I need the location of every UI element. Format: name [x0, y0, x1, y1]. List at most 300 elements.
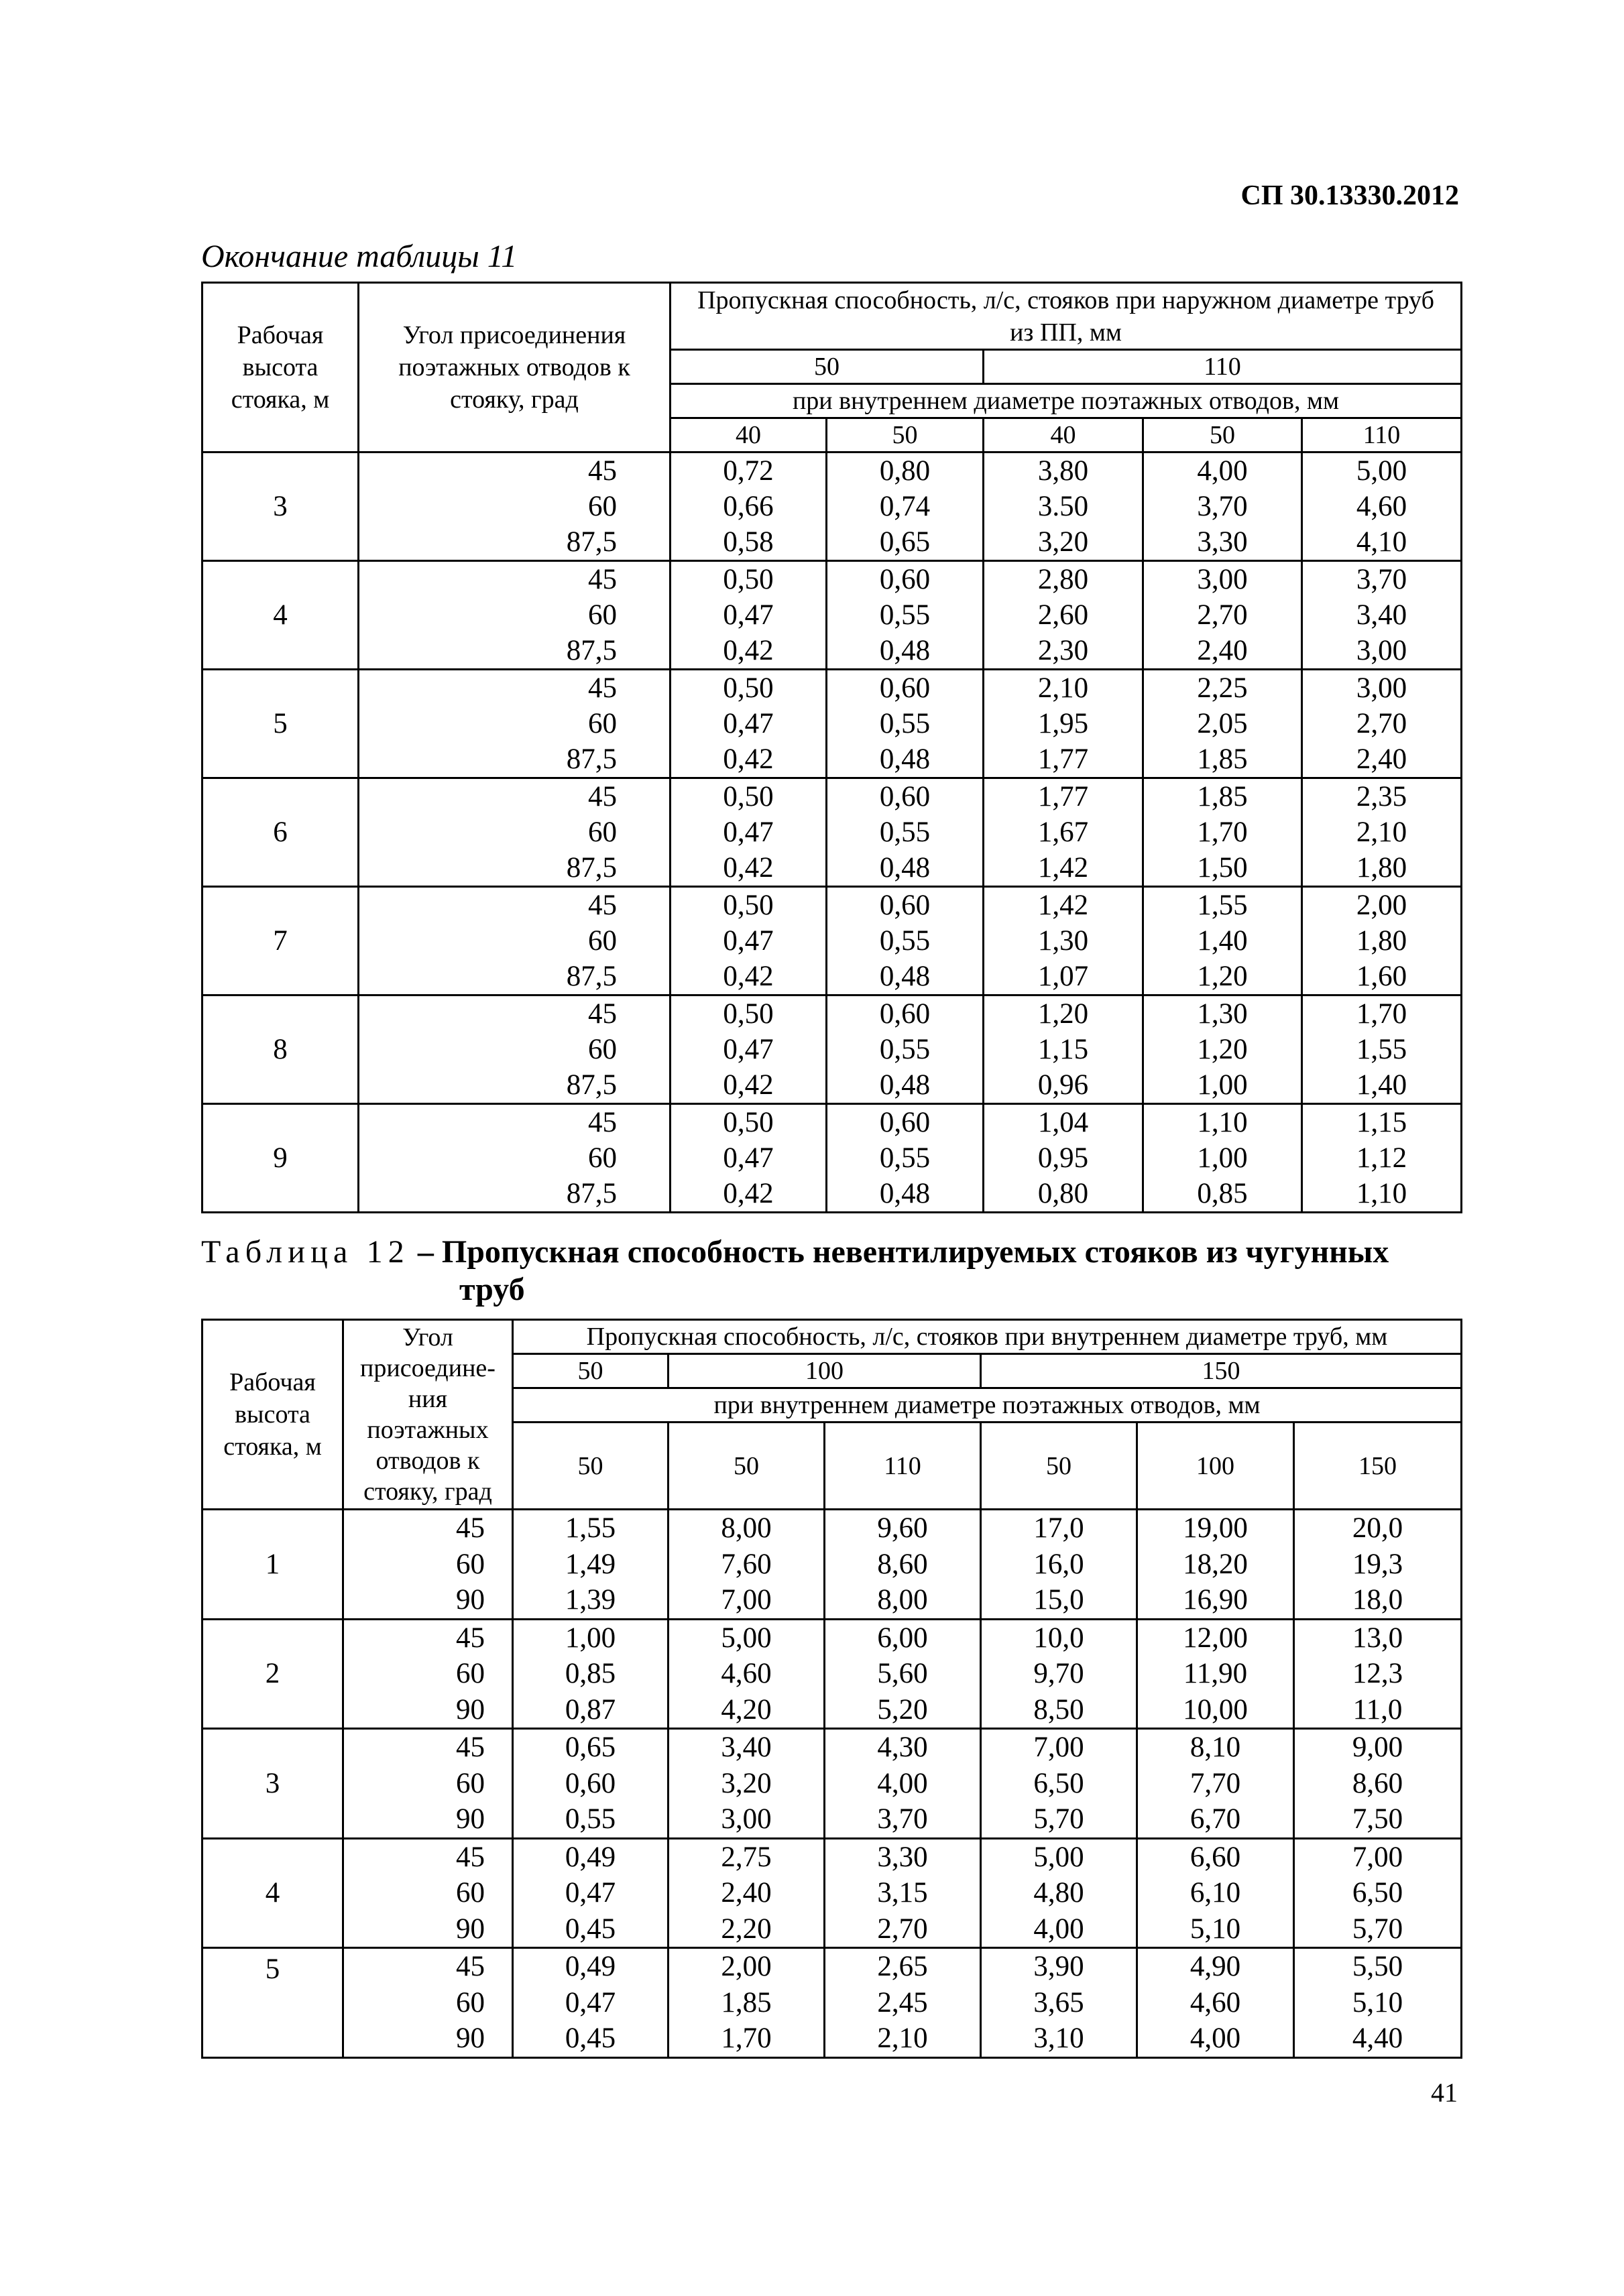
- t11-angle-value: 45: [588, 455, 617, 487]
- t11-capacity-value: 1,77: [1037, 743, 1089, 775]
- t11-cell-angles: [359, 561, 671, 670]
- t11-angle-value: 45: [588, 890, 617, 921]
- t12-cell-values: [981, 1729, 1137, 1839]
- t12-capacity-value: 5,70: [1033, 1803, 1084, 1835]
- t11-capacity-value: 0,42: [723, 635, 774, 666]
- t12-angle-value: 45: [456, 1951, 485, 1982]
- t11-angle-value: 45: [588, 1107, 617, 1138]
- t11-capacity-value: 0,50: [723, 672, 774, 704]
- t12-capacity-value: 7,00: [721, 1584, 772, 1616]
- t11-inner-diameter: 40: [984, 418, 1143, 452]
- t11-cell-values: [1143, 561, 1302, 670]
- t11-cell-values: [827, 670, 984, 778]
- t11-cell-values: [671, 887, 827, 995]
- t11-header-height: Рабочая высота стояка, м: [202, 283, 359, 452]
- t12-angle-value: 90: [456, 2022, 485, 2054]
- t12-angle-value: 90: [456, 1693, 485, 1726]
- t11-cell-values: [1143, 887, 1302, 995]
- t11-capacity-value: 0,60: [879, 781, 931, 812]
- t11-capacity-value: 0,60: [879, 672, 931, 704]
- t11-capacity-value: 0,60: [879, 890, 931, 921]
- t11-capacity-value: 0,47: [723, 925, 774, 957]
- t12-capacity-value: 2,65: [877, 1951, 928, 1982]
- t11-cell-values: [984, 670, 1143, 778]
- t12-capacity-value: 10,0: [1033, 1622, 1084, 1654]
- t12-pipe-diameter: 100: [669, 1354, 981, 1388]
- t12-capacity-value: 1,55: [565, 1512, 616, 1544]
- t12-cell-values: [981, 1948, 1137, 2058]
- t12-cell-angles: [343, 1838, 513, 1948]
- t12-pipe-diameter: 50: [513, 1354, 669, 1388]
- t12-capacity-value: 3,10: [1033, 2022, 1084, 2054]
- t12-row-group: [202, 1838, 1462, 1948]
- t12-capacity-value: 1,70: [721, 2022, 772, 2054]
- t12-angle-value: 45: [456, 1841, 485, 1873]
- t11-cell-values: [671, 995, 827, 1104]
- t11-capacity-value: 2,10: [1037, 672, 1089, 704]
- t11-cell-values: [1143, 1104, 1302, 1213]
- t11-cell-values: [984, 561, 1143, 670]
- t12-row-group: [202, 1729, 1462, 1839]
- t11-capacity-value: 0,42: [723, 852, 774, 884]
- t11-angle-value: 60: [588, 708, 617, 739]
- t11-capacity-value: 0,48: [879, 961, 931, 992]
- t11-capacity-value: 0,60: [879, 998, 931, 1030]
- t11-capacity-value: 0,48: [879, 1178, 931, 1209]
- t11-cell-values: [1302, 995, 1462, 1104]
- t12-capacity-value: 20,0: [1352, 1512, 1403, 1544]
- t11-capacity-value: 0,58: [723, 526, 774, 558]
- t12-capacity-value: 6,70: [1190, 1803, 1241, 1835]
- t11-cell-values: [1143, 995, 1302, 1104]
- t11-cell-values: [827, 561, 984, 670]
- t11-capacity-value: 1,85: [1197, 743, 1248, 775]
- t12-cell-values: [825, 1838, 981, 1948]
- t11-capacity-value: 1,15: [1356, 1107, 1407, 1138]
- t12-capacity-value: 2,75: [721, 1841, 772, 1873]
- t12-capacity-value: 4,60: [1190, 1986, 1241, 2018]
- t12-angle-value: 90: [456, 1913, 485, 1945]
- t11-capacity-value: 2,00: [1356, 890, 1407, 921]
- t12-cell-values: [981, 1510, 1137, 1620]
- t11-capacity-value: 0,47: [723, 708, 774, 739]
- t11-cell-height: 3: [202, 452, 359, 561]
- t12-capacity-value: 4,30: [877, 1732, 928, 1763]
- t12-cell-values: [513, 1948, 669, 2058]
- t11-capacity-value: 0,48: [879, 1069, 931, 1101]
- t11-capacity-value: 1,80: [1356, 852, 1407, 884]
- t12-capacity-value: 3,65: [1033, 1986, 1084, 2018]
- t12-capacity-value: 6,10: [1190, 1877, 1241, 1909]
- t12-capacity-value: 0,49: [565, 1951, 616, 1982]
- t11-cell-angles: [359, 1104, 671, 1213]
- t12-capacity-value: 1,39: [565, 1584, 616, 1616]
- t12-angle-value: 60: [456, 1986, 485, 2018]
- t12-cell-values: [1137, 1729, 1294, 1839]
- t11-cell-values: [827, 778, 984, 887]
- t11-capacity-value: 0,47: [723, 1034, 774, 1065]
- t12-capacity-value: 5,50: [1352, 1951, 1403, 1982]
- t11-header-inner: при внутреннем диаметре поэтажных отводов, мм: [671, 384, 1462, 418]
- t12-cell-values: [825, 1729, 981, 1839]
- t11-angle-value: 60: [588, 599, 617, 631]
- t11-capacity-value: 1,95: [1037, 708, 1089, 739]
- t11-capacity-value: 1,70: [1356, 998, 1407, 1030]
- table-12: [201, 1319, 1462, 2059]
- t11-cell-values: [984, 995, 1143, 1104]
- t12-capacity-value: 2,10: [877, 2022, 928, 2054]
- t11-cell-values: [827, 1104, 984, 1213]
- t12-capacity-value: 4,00: [1190, 2022, 1241, 2054]
- t11-angle-value: 60: [588, 925, 617, 957]
- t11-capacity-value: 1,30: [1037, 925, 1089, 957]
- t11-capacity-value: 0,80: [879, 455, 931, 487]
- table12-title-line1: Пропускная способность невентилируемых стояков из чугунных: [441, 1234, 1389, 1270]
- table11-caption: Окончание таблицы 11: [201, 239, 518, 274]
- t11-cell-angles: [359, 995, 671, 1104]
- t11-cell-values: [1302, 670, 1462, 778]
- t11-capacity-value: 0,50: [723, 1107, 774, 1138]
- t12-inner-diameter: 50: [513, 1423, 669, 1510]
- t12-capacity-value: 5,20: [877, 1693, 928, 1726]
- t12-capacity-value: 11,0: [1352, 1693, 1403, 1726]
- t11-cell-height: 6: [202, 778, 359, 887]
- t12-angle-value: 45: [456, 1732, 485, 1763]
- t11-capacity-value: 0,50: [723, 781, 774, 812]
- t11-capacity-value: 0,42: [723, 743, 774, 775]
- t11-capacity-value: 4,00: [1197, 455, 1248, 487]
- t11-row-group: [202, 887, 1462, 995]
- t11-angle-value: 60: [588, 1034, 617, 1065]
- table12-title-line2: труб: [459, 1272, 525, 1307]
- t11-cell-values: [1143, 778, 1302, 887]
- t11-angle-value: 87,5: [566, 852, 617, 884]
- t12-capacity-value: 3,00: [721, 1803, 772, 1835]
- t12-capacity-value: 7,00: [1033, 1732, 1084, 1763]
- t11-cell-height: 5: [202, 670, 359, 778]
- t12-capacity-value: 0,85: [565, 1658, 616, 1689]
- t12-row-group: [202, 1619, 1462, 1729]
- t11-cell-angles: [359, 670, 671, 778]
- t11-capacity-value: 4,10: [1356, 526, 1407, 558]
- t11-capacity-value: 0,48: [879, 635, 931, 666]
- t12-angle-value: 60: [456, 1767, 485, 1799]
- t11-capacity-value: 2,05: [1197, 708, 1248, 739]
- t12-cell-values: [981, 1838, 1137, 1948]
- t12-capacity-value: 18,20: [1183, 1548, 1248, 1580]
- t12-cell-angles: [343, 1619, 513, 1729]
- t12-capacity-value: 16,90: [1183, 1584, 1248, 1616]
- t11-cell-angles: [359, 778, 671, 887]
- t11-capacity-value: 1,42: [1037, 852, 1089, 884]
- t11-capacity-value: 1,07: [1037, 961, 1089, 992]
- t12-cell-values: [1294, 1729, 1462, 1839]
- t12-cell-angles: [343, 1729, 513, 1839]
- t11-inner-diameter: 110: [1302, 418, 1462, 452]
- t12-capacity-value: 3,15: [877, 1877, 928, 1909]
- t11-cell-values: [1302, 561, 1462, 670]
- t12-angle-value: 45: [456, 1512, 485, 1544]
- t12-cell-values: [669, 1619, 825, 1729]
- t11-cell-values: [671, 670, 827, 778]
- t12-header-height: Рабочая высота стояка, м: [202, 1320, 343, 1510]
- t12-cell-height: 4: [202, 1838, 343, 1948]
- t12-cell-angles: [343, 1510, 513, 1620]
- t12-capacity-value: 4,00: [1033, 1913, 1084, 1945]
- t12-capacity-value: 0,45: [565, 1913, 616, 1945]
- t12-cell-height: 3: [202, 1729, 343, 1839]
- t12-cell-values: [1294, 1510, 1462, 1620]
- t12-capacity-value: 2,45: [877, 1986, 928, 2018]
- t12-capacity-value: 13,0: [1352, 1622, 1403, 1654]
- t11-capacity-value: 0,60: [879, 1107, 931, 1138]
- t12-capacity-value: 9,70: [1033, 1658, 1084, 1689]
- t12-capacity-value: 2,00: [721, 1951, 772, 1982]
- t11-angle-value: 45: [588, 781, 617, 812]
- t11-header-capacity: Пропускная способность, л/с, стояков при наружном диаметре труб из ПП, мм: [671, 283, 1462, 350]
- t11-row-group: [202, 561, 1462, 670]
- t11-capacity-value: 0,55: [879, 599, 931, 631]
- t11-row-group: [202, 1104, 1462, 1213]
- t12-capacity-value: 5,00: [721, 1622, 772, 1654]
- t11-capacity-value: 1,04: [1037, 1107, 1089, 1138]
- t12-cell-values: [1294, 1948, 1462, 2058]
- t11-cell-values: [671, 561, 827, 670]
- t12-cell-values: [669, 1948, 825, 2058]
- t12-capacity-value: 1,85: [721, 1986, 772, 2018]
- t12-capacity-value: 7,70: [1190, 1767, 1241, 1799]
- t11-capacity-value: 3,00: [1356, 635, 1407, 666]
- t11-capacity-value: 1,00: [1197, 1069, 1248, 1101]
- t12-capacity-value: 7,00: [1352, 1841, 1403, 1873]
- t12-capacity-value: 0,45: [565, 2022, 616, 2054]
- t12-cell-values: [1294, 1619, 1462, 1729]
- t11-angle-value: 87,5: [566, 743, 617, 775]
- t11-capacity-value: 0,55: [879, 817, 931, 848]
- t12-capacity-value: 15,0: [1033, 1584, 1084, 1616]
- t11-capacity-value: 0,42: [723, 1178, 774, 1209]
- t11-capacity-value: 2,80: [1037, 564, 1089, 595]
- t12-capacity-value: 18,0: [1352, 1584, 1403, 1616]
- t12-header-inner: при внутреннем диаметре поэтажных отводов, мм: [513, 1388, 1462, 1423]
- t12-capacity-value: 8,60: [877, 1548, 928, 1580]
- t12-capacity-value: 0,87: [565, 1693, 616, 1726]
- t12-capacity-value: 8,00: [877, 1584, 928, 1616]
- t12-capacity-value: 4,90: [1190, 1951, 1241, 1982]
- t11-row-group: [202, 670, 1462, 778]
- t12-capacity-value: 3,40: [721, 1732, 772, 1763]
- t11-capacity-value: 0,96: [1037, 1069, 1089, 1101]
- t11-capacity-value: 2,25: [1197, 672, 1248, 704]
- t11-capacity-value: 5,00: [1356, 455, 1407, 487]
- t11-cell-values: [984, 778, 1143, 887]
- t12-capacity-value: 2,70: [877, 1913, 928, 1945]
- t12-capacity-value: 6,00: [877, 1622, 928, 1654]
- t11-capacity-value: 3,70: [1197, 491, 1248, 522]
- t11-capacity-value: 1,20: [1197, 1034, 1248, 1065]
- t11-capacity-value: 1,80: [1356, 925, 1407, 957]
- t11-capacity-value: 1,50: [1197, 852, 1248, 884]
- page-number: 41: [1431, 2077, 1458, 2108]
- t12-capacity-value: 4,00: [877, 1767, 928, 1799]
- t12-capacity-value: 4,60: [721, 1658, 772, 1689]
- t11-capacity-value: 3,30: [1197, 526, 1248, 558]
- t11-capacity-value: 0,60: [879, 564, 931, 595]
- t11-capacity-value: 2,35: [1356, 781, 1407, 812]
- t12-capacity-value: 8,60: [1352, 1767, 1403, 1799]
- table-11: [201, 282, 1462, 1213]
- t11-capacity-value: 0,50: [723, 564, 774, 595]
- t11-cell-values: [827, 887, 984, 995]
- t12-inner-diameter: 110: [825, 1423, 981, 1510]
- t11-capacity-value: 0,55: [879, 708, 931, 739]
- t11-cell-values: [827, 452, 984, 561]
- t11-capacity-value: 0,50: [723, 998, 774, 1030]
- t11-angle-value: 60: [588, 491, 617, 522]
- t11-angle-value: 45: [588, 672, 617, 704]
- t12-capacity-value: 12,00: [1183, 1622, 1248, 1654]
- t11-cell-height: 7: [202, 887, 359, 995]
- t11-angle-value: 45: [588, 564, 617, 595]
- table12-dash: –: [409, 1234, 442, 1270]
- t11-capacity-value: 0,72: [723, 455, 774, 487]
- t11-capacity-value: 1,55: [1356, 1034, 1407, 1065]
- t11-capacity-value: 0,47: [723, 1142, 774, 1174]
- t11-capacity-value: 1,40: [1356, 1069, 1407, 1101]
- t12-capacity-value: 7,60: [721, 1548, 772, 1580]
- t11-capacity-value: 2,40: [1356, 743, 1407, 775]
- t11-capacity-value: 3.50: [1037, 491, 1089, 522]
- t11-capacity-value: 0,42: [723, 961, 774, 992]
- t11-capacity-value: 2,40: [1197, 635, 1248, 666]
- t12-capacity-value: 0,65: [565, 1732, 616, 1763]
- t11-capacity-value: 2,60: [1037, 599, 1089, 631]
- t12-capacity-value: 9,00: [1352, 1732, 1403, 1763]
- t11-capacity-value: 3,00: [1356, 672, 1407, 704]
- t12-capacity-value: 2,40: [721, 1877, 772, 1909]
- t11-cell-values: [1143, 670, 1302, 778]
- t12-cell-values: [669, 1510, 825, 1620]
- t11-cell-values: [1302, 1104, 1462, 1213]
- t11-angle-value: 60: [588, 817, 617, 848]
- t12-capacity-value: 0,47: [565, 1986, 616, 2018]
- t11-angle-value: 45: [588, 998, 617, 1030]
- t11-angle-value: 87,5: [566, 635, 617, 666]
- table12-title: [201, 1233, 1460, 1309]
- t11-cell-height: 8: [202, 995, 359, 1104]
- t11-capacity-value: 2,30: [1037, 635, 1089, 666]
- t12-capacity-value: 6,50: [1033, 1767, 1084, 1799]
- t12-inner-diameter: 50: [981, 1423, 1137, 1510]
- t12-capacity-value: 19,3: [1352, 1548, 1403, 1580]
- t11-cell-values: [984, 452, 1143, 561]
- t11-capacity-value: 1,10: [1197, 1107, 1248, 1138]
- t11-capacity-value: 1,55: [1197, 890, 1248, 921]
- t12-header-angle: Угол присоедине- ния поэтажных отводов к стояку, град: [343, 1320, 513, 1510]
- t11-capacity-value: 0,47: [723, 817, 774, 848]
- t11-inner-diameter: 50: [827, 418, 984, 452]
- t12-capacity-value: 4,40: [1352, 2022, 1403, 2054]
- t12-header-capacity: Пропускная способность, л/с, стояков при внутреннем диаметре труб, мм: [513, 1320, 1462, 1354]
- t11-capacity-value: 0,66: [723, 491, 774, 522]
- t11-angle-value: 87,5: [566, 526, 617, 558]
- t12-cell-values: [1137, 1510, 1294, 1620]
- table12-label: Таблица 12: [201, 1234, 410, 1270]
- t11-capacity-value: 2,70: [1356, 708, 1407, 739]
- t11-capacity-value: 2,70: [1197, 599, 1248, 631]
- t11-cell-values: [671, 1104, 827, 1213]
- t12-cell-height: 2: [202, 1619, 343, 1729]
- t11-cell-values: [984, 1104, 1143, 1213]
- t12-capacity-value: 8,10: [1190, 1732, 1241, 1763]
- t12-capacity-value: 12,3: [1352, 1658, 1403, 1689]
- t12-capacity-value: 10,00: [1183, 1693, 1248, 1726]
- t11-capacity-value: 0,48: [879, 743, 931, 775]
- t12-capacity-value: 17,0: [1033, 1512, 1084, 1544]
- t12-capacity-value: 0,55: [565, 1803, 616, 1835]
- t11-inner-diameter: 50: [1143, 418, 1302, 452]
- t11-capacity-value: 3,00: [1197, 564, 1248, 595]
- t12-capacity-value: 19,00: [1183, 1512, 1248, 1544]
- t11-capacity-value: 0,50: [723, 890, 774, 921]
- t12-inner-diameter: 150: [1294, 1423, 1462, 1510]
- t11-cell-values: [984, 887, 1143, 995]
- t11-cell-values: [1302, 778, 1462, 887]
- t12-capacity-value: 2,20: [721, 1913, 772, 1945]
- t11-capacity-value: 0,95: [1037, 1142, 1089, 1174]
- t11-capacity-value: 3,70: [1356, 564, 1407, 595]
- t12-capacity-value: 3,20: [721, 1767, 772, 1799]
- t11-capacity-value: 1,85: [1197, 781, 1248, 812]
- t11-capacity-value: 1,40: [1197, 925, 1248, 957]
- t12-cell-values: [513, 1619, 669, 1729]
- t12-capacity-value: 7,50: [1352, 1803, 1403, 1835]
- t11-inner-diameter: 40: [671, 418, 827, 452]
- t11-capacity-value: 1,00: [1197, 1142, 1248, 1174]
- t11-capacity-value: 1,67: [1037, 817, 1089, 848]
- t12-capacity-value: 3,90: [1033, 1951, 1084, 1982]
- t11-capacity-value: 0,47: [723, 599, 774, 631]
- t11-capacity-value: 0,55: [879, 1142, 931, 1174]
- t11-capacity-value: 1,70: [1197, 817, 1248, 848]
- t12-capacity-value: 4,20: [721, 1693, 772, 1726]
- t12-capacity-value: 8,50: [1033, 1693, 1084, 1726]
- t12-capacity-value: 0,49: [565, 1841, 616, 1873]
- t11-capacity-value: 0,80: [1037, 1178, 1089, 1209]
- t11-header-angle: Угол присоединения поэтажных отводов к стояку, град: [359, 283, 671, 452]
- t11-cell-values: [1302, 452, 1462, 561]
- t12-capacity-value: 5,70: [1352, 1913, 1403, 1945]
- t11-row-group: [202, 778, 1462, 887]
- t12-cell-angles: [343, 1948, 513, 2058]
- t12-cell-values: [669, 1729, 825, 1839]
- t12-angle-value: 90: [456, 1803, 485, 1835]
- t11-angle-value: 87,5: [566, 1178, 617, 1209]
- t12-cell-values: [981, 1619, 1137, 1729]
- t11-outer-diameter: 110: [984, 350, 1462, 384]
- t11-capacity-value: 3,20: [1037, 526, 1089, 558]
- t12-cell-values: [669, 1838, 825, 1948]
- t12-capacity-value: 1,00: [565, 1622, 616, 1654]
- t12-cell-values: [1294, 1838, 1462, 1948]
- t11-capacity-value: 0,85: [1197, 1178, 1248, 1209]
- t12-capacity-value: 4,80: [1033, 1877, 1084, 1909]
- t12-angle-value: 60: [456, 1877, 485, 1909]
- t11-capacity-value: 1,20: [1037, 998, 1089, 1030]
- t12-cell-values: [825, 1948, 981, 2058]
- t11-capacity-value: 0,65: [879, 526, 931, 558]
- t11-capacity-value: 1,15: [1037, 1034, 1089, 1065]
